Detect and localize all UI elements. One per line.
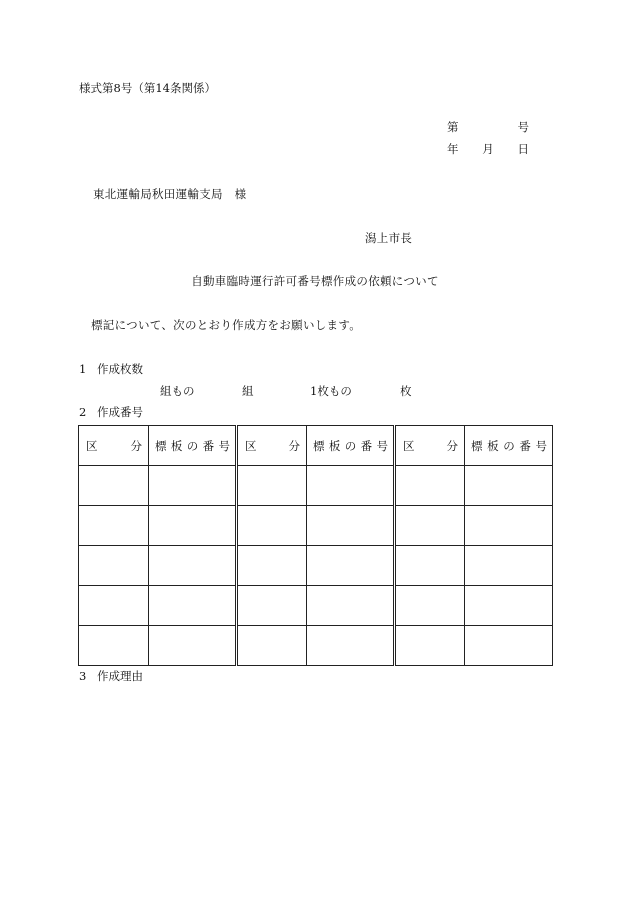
date-day: 日 xyxy=(517,142,529,156)
section-2-title: 作成番号 xyxy=(97,405,143,419)
header-plate-number: 標 板 の 番 号 xyxy=(465,426,553,466)
section-1-title: 作成枚数 xyxy=(97,362,143,376)
kubun-cell[interactable] xyxy=(79,586,149,626)
kubun-cell[interactable] xyxy=(237,546,307,586)
table-row xyxy=(79,546,553,586)
plate-number-cell[interactable] xyxy=(307,626,395,666)
kubun-cell[interactable] xyxy=(237,586,307,626)
table-row xyxy=(79,626,553,666)
section-1-number: 1 xyxy=(79,362,87,376)
plate-number-cell[interactable] xyxy=(307,466,395,506)
plate-number-cell[interactable] xyxy=(307,546,395,586)
document-number-suffix: 号 xyxy=(517,120,529,134)
header-plate-number: 標 板 の 番 号 xyxy=(307,426,395,466)
header-kubun: 区 分 xyxy=(237,426,307,466)
header-kubun: 区 分 xyxy=(395,426,465,466)
header-plate-number: 標 板 の 番 号 xyxy=(149,426,237,466)
section-2-number: 2 xyxy=(79,405,87,419)
single-label: 1枚もの xyxy=(310,384,352,398)
kubun-cell[interactable] xyxy=(395,506,465,546)
section-1-heading xyxy=(79,361,143,377)
kubun-cell[interactable] xyxy=(237,466,307,506)
document-number-prefix: 第 xyxy=(447,120,459,134)
kubun-cell[interactable] xyxy=(395,586,465,626)
date-year: 年 xyxy=(447,142,459,156)
section-3-number: 3 xyxy=(79,669,87,683)
body-text: 標記について、次のとおり作成方をお願いします。 xyxy=(91,318,362,332)
kubun-cell[interactable] xyxy=(237,506,307,546)
plate-number-cell[interactable] xyxy=(307,586,395,626)
set-unit: 組 xyxy=(242,384,254,398)
plate-number-cell[interactable] xyxy=(149,546,237,586)
section-2-heading xyxy=(79,404,143,420)
plate-number-cell[interactable] xyxy=(307,506,395,546)
kubun-cell[interactable] xyxy=(79,466,149,506)
section-3-title: 作成理由 xyxy=(97,669,143,683)
kubun-cell[interactable] xyxy=(79,506,149,546)
plate-number-cell[interactable] xyxy=(465,546,553,586)
plate-number-cell[interactable] xyxy=(149,466,237,506)
table-row xyxy=(79,586,553,626)
plate-number-cell[interactable] xyxy=(465,506,553,546)
table-row xyxy=(79,506,553,546)
plate-number-cell[interactable] xyxy=(149,586,237,626)
kubun-cell[interactable] xyxy=(395,546,465,586)
kubun-cell[interactable] xyxy=(79,546,149,586)
kubun-cell[interactable] xyxy=(395,626,465,666)
kubun-cell[interactable] xyxy=(237,626,307,666)
plate-number-cell[interactable] xyxy=(465,466,553,506)
addressee: 東北運輸局秋田運輸支局 様 xyxy=(93,187,247,201)
plate-number-cell[interactable] xyxy=(149,506,237,546)
date-month: 月 xyxy=(482,142,494,156)
table-row xyxy=(79,466,553,506)
section-3-heading xyxy=(79,668,143,684)
plate-number-cell[interactable] xyxy=(465,626,553,666)
plate-number-cell[interactable] xyxy=(465,586,553,626)
sender: 潟上市長 xyxy=(365,231,413,245)
plate-number-cell[interactable] xyxy=(149,626,237,666)
header-kubun: 区 分 xyxy=(79,426,149,466)
set-label: 組もの xyxy=(160,384,195,398)
form-title: 様式第8号（第14条関係） xyxy=(79,81,216,95)
document-date xyxy=(447,141,529,157)
kubun-cell[interactable] xyxy=(395,466,465,506)
single-unit: 枚 xyxy=(400,384,412,398)
plate-number-table xyxy=(78,425,553,666)
table-header-row xyxy=(79,426,553,466)
document-number xyxy=(447,119,529,135)
subject-title: 自動車臨時運行許可番号標作成の依頼について xyxy=(191,274,439,288)
kubun-cell[interactable] xyxy=(79,626,149,666)
